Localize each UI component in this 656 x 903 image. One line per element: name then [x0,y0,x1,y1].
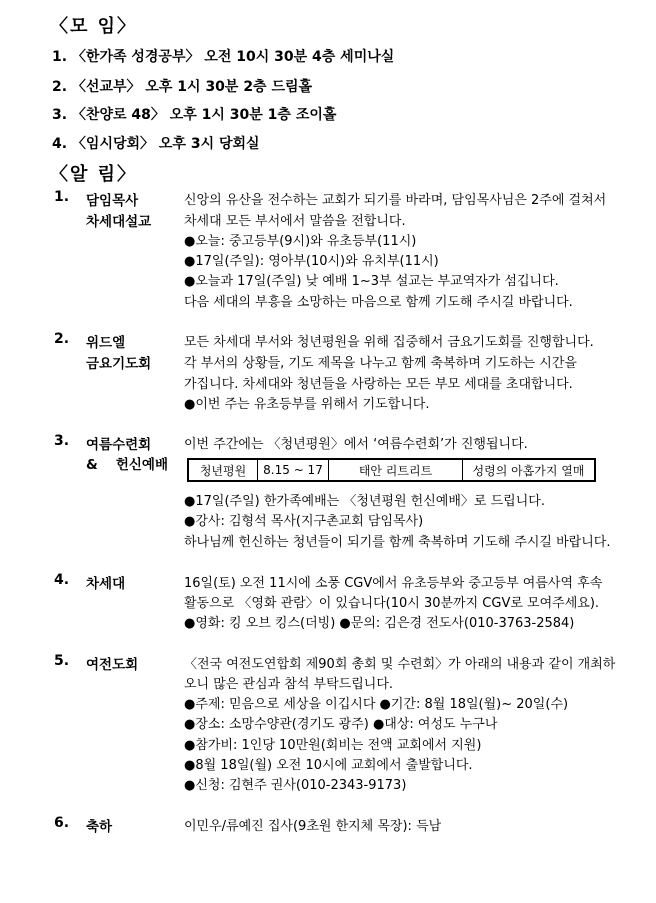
notice-line: ●오늘: 중고등부(9시)와 유초등부(11시) [184,234,417,249]
notice-label: 여름수련회 [86,437,152,453]
notice-label: 담임목사 [86,193,139,209]
table-cell: 태안 리트리트 [329,459,463,481]
notice-line: ●17일(주일) 한가족예배는 〈청년평원 헌신예배〉로 드립니다. [184,494,545,509]
meeting-item: 4. 〈임시당회〉 오후 3시 당회실 [52,136,260,152]
meeting-item: 1. 〈한가족 성경공부〉 오전 10시 30분 4층 세미나실 [52,49,395,65]
notice-line: ●신청: 김현주 권사(010-2343-9173) [184,778,407,793]
notice-label: 금요기도회 [86,356,152,372]
meeting-item: 3. 〈찬양로 48〉 오후 1시 30분 1층 조이홀 [52,107,337,123]
meeting-item: 2. 〈선교부〉 오후 1시 30분 2층 드림홀 [52,79,313,95]
notice-label: 축하 [86,819,113,835]
notice-line: 이번 주간에는 〈청년평원〉에서 ‘여름수련회’가 진행됩니다. [184,437,528,452]
notice-number: 4. [54,572,70,588]
notice-line: 모든 차세대 부서와 청년평원을 위해 집중해서 금요기도회를 진행합니다. [184,335,594,350]
notice-line: 활동으로 〈영화 관람〉이 있습니다(10시 30분까지 CGV로 모여주세요). [184,596,600,611]
notice-line: 가집니다. 차세대와 청년들을 사랑하는 모든 부모 세대를 초대합니다. [184,377,573,392]
notice-line: 이민우/류예진 집사(9초원 한지체 목장): 득남 [184,819,442,834]
notice-line: 신앙의 유산을 전수하는 교회가 되기를 바라며, 담임목사님은 2주에 걸쳐서 [184,193,607,208]
notice-number: 2. [54,331,70,347]
notice-line: 차세대 모든 부서에서 말씀을 전합니다. [184,214,406,229]
notice-number: 1. [54,189,70,205]
table-cell: 성령의 아홉가지 열매 [463,459,596,481]
retreat-table [187,458,596,482]
notice-line: 〈전국 여전도연합회 제90회 총회 및 수련회〉가 아래의 내용과 같이 개최하 [184,657,616,672]
notice-number: 6. [54,815,70,831]
notices-heading: 〈알 림〉 [50,164,138,185]
notice-label: 여전도회 [86,657,139,673]
notice-line: ●17일(주일): 영아부(10시)와 유치부(11시) [184,254,439,269]
notice-line: ●오늘과 17일(주일) 낮 예배 1~3부 설교는 부교역자가 섬깁니다. [184,274,559,289]
notice-label: 위드엘 [86,335,126,351]
notice-line: 각 부서의 상황들, 기도 제목을 나누고 함께 축복하며 기도하는 시간을 [184,356,577,371]
notice-line: ●주제: 믿음으로 세상을 이깁시다 ●기간: 8월 18일(월)~ 20일(수) [184,697,569,712]
table-cell: 청년평원 [188,459,258,481]
notice-number: 3. [54,433,70,449]
meetings-heading: 〈모 임〉 [50,16,138,37]
notice-line: 16일(토) 오전 11시에 소풍 CGV에서 유초등부와 중고등부 여름사역 후속 [184,576,603,591]
notice-line: ●장소: 소망수양관(경기도 광주) ●대상: 여성도 누구나 [184,717,498,732]
notice-line: 하나님께 헌신하는 청년들이 되기를 함께 축복하며 기도해 주시길 바랍니다. [184,535,611,550]
notice-line: 오니 많은 관심과 참석 부탁드립니다. [184,677,394,692]
notice-line: ●참가비: 1인당 10만원(회비는 전액 교회에서 지원) [184,738,482,753]
notice-line: ●이번 주는 유초등부를 위해서 기도합니다. [184,397,430,412]
notice-line: ●강사: 김형석 목사(지구촌교회 담임목사) [184,514,424,529]
notice-line: ●8월 18일(월) 오전 10시에 교회에서 출발합니다. [184,758,473,773]
notice-number: 5. [54,653,70,669]
table-cell: 8.15 ~ 17 [258,459,329,481]
table-row [188,459,595,481]
notice-label: & 헌신예배 [86,457,168,473]
notice-label: 차세대설교 [86,214,152,230]
notice-line: 다음 세대의 부흥을 소망하는 마음으로 함께 기도해 주시길 바랍니다. [184,295,573,310]
notice-line: ●영화: 킹 오브 킹스(더빙) ●문의: 김은경 전도사(010-3763-2584) [184,616,575,631]
notice-label: 차세대 [86,576,126,592]
